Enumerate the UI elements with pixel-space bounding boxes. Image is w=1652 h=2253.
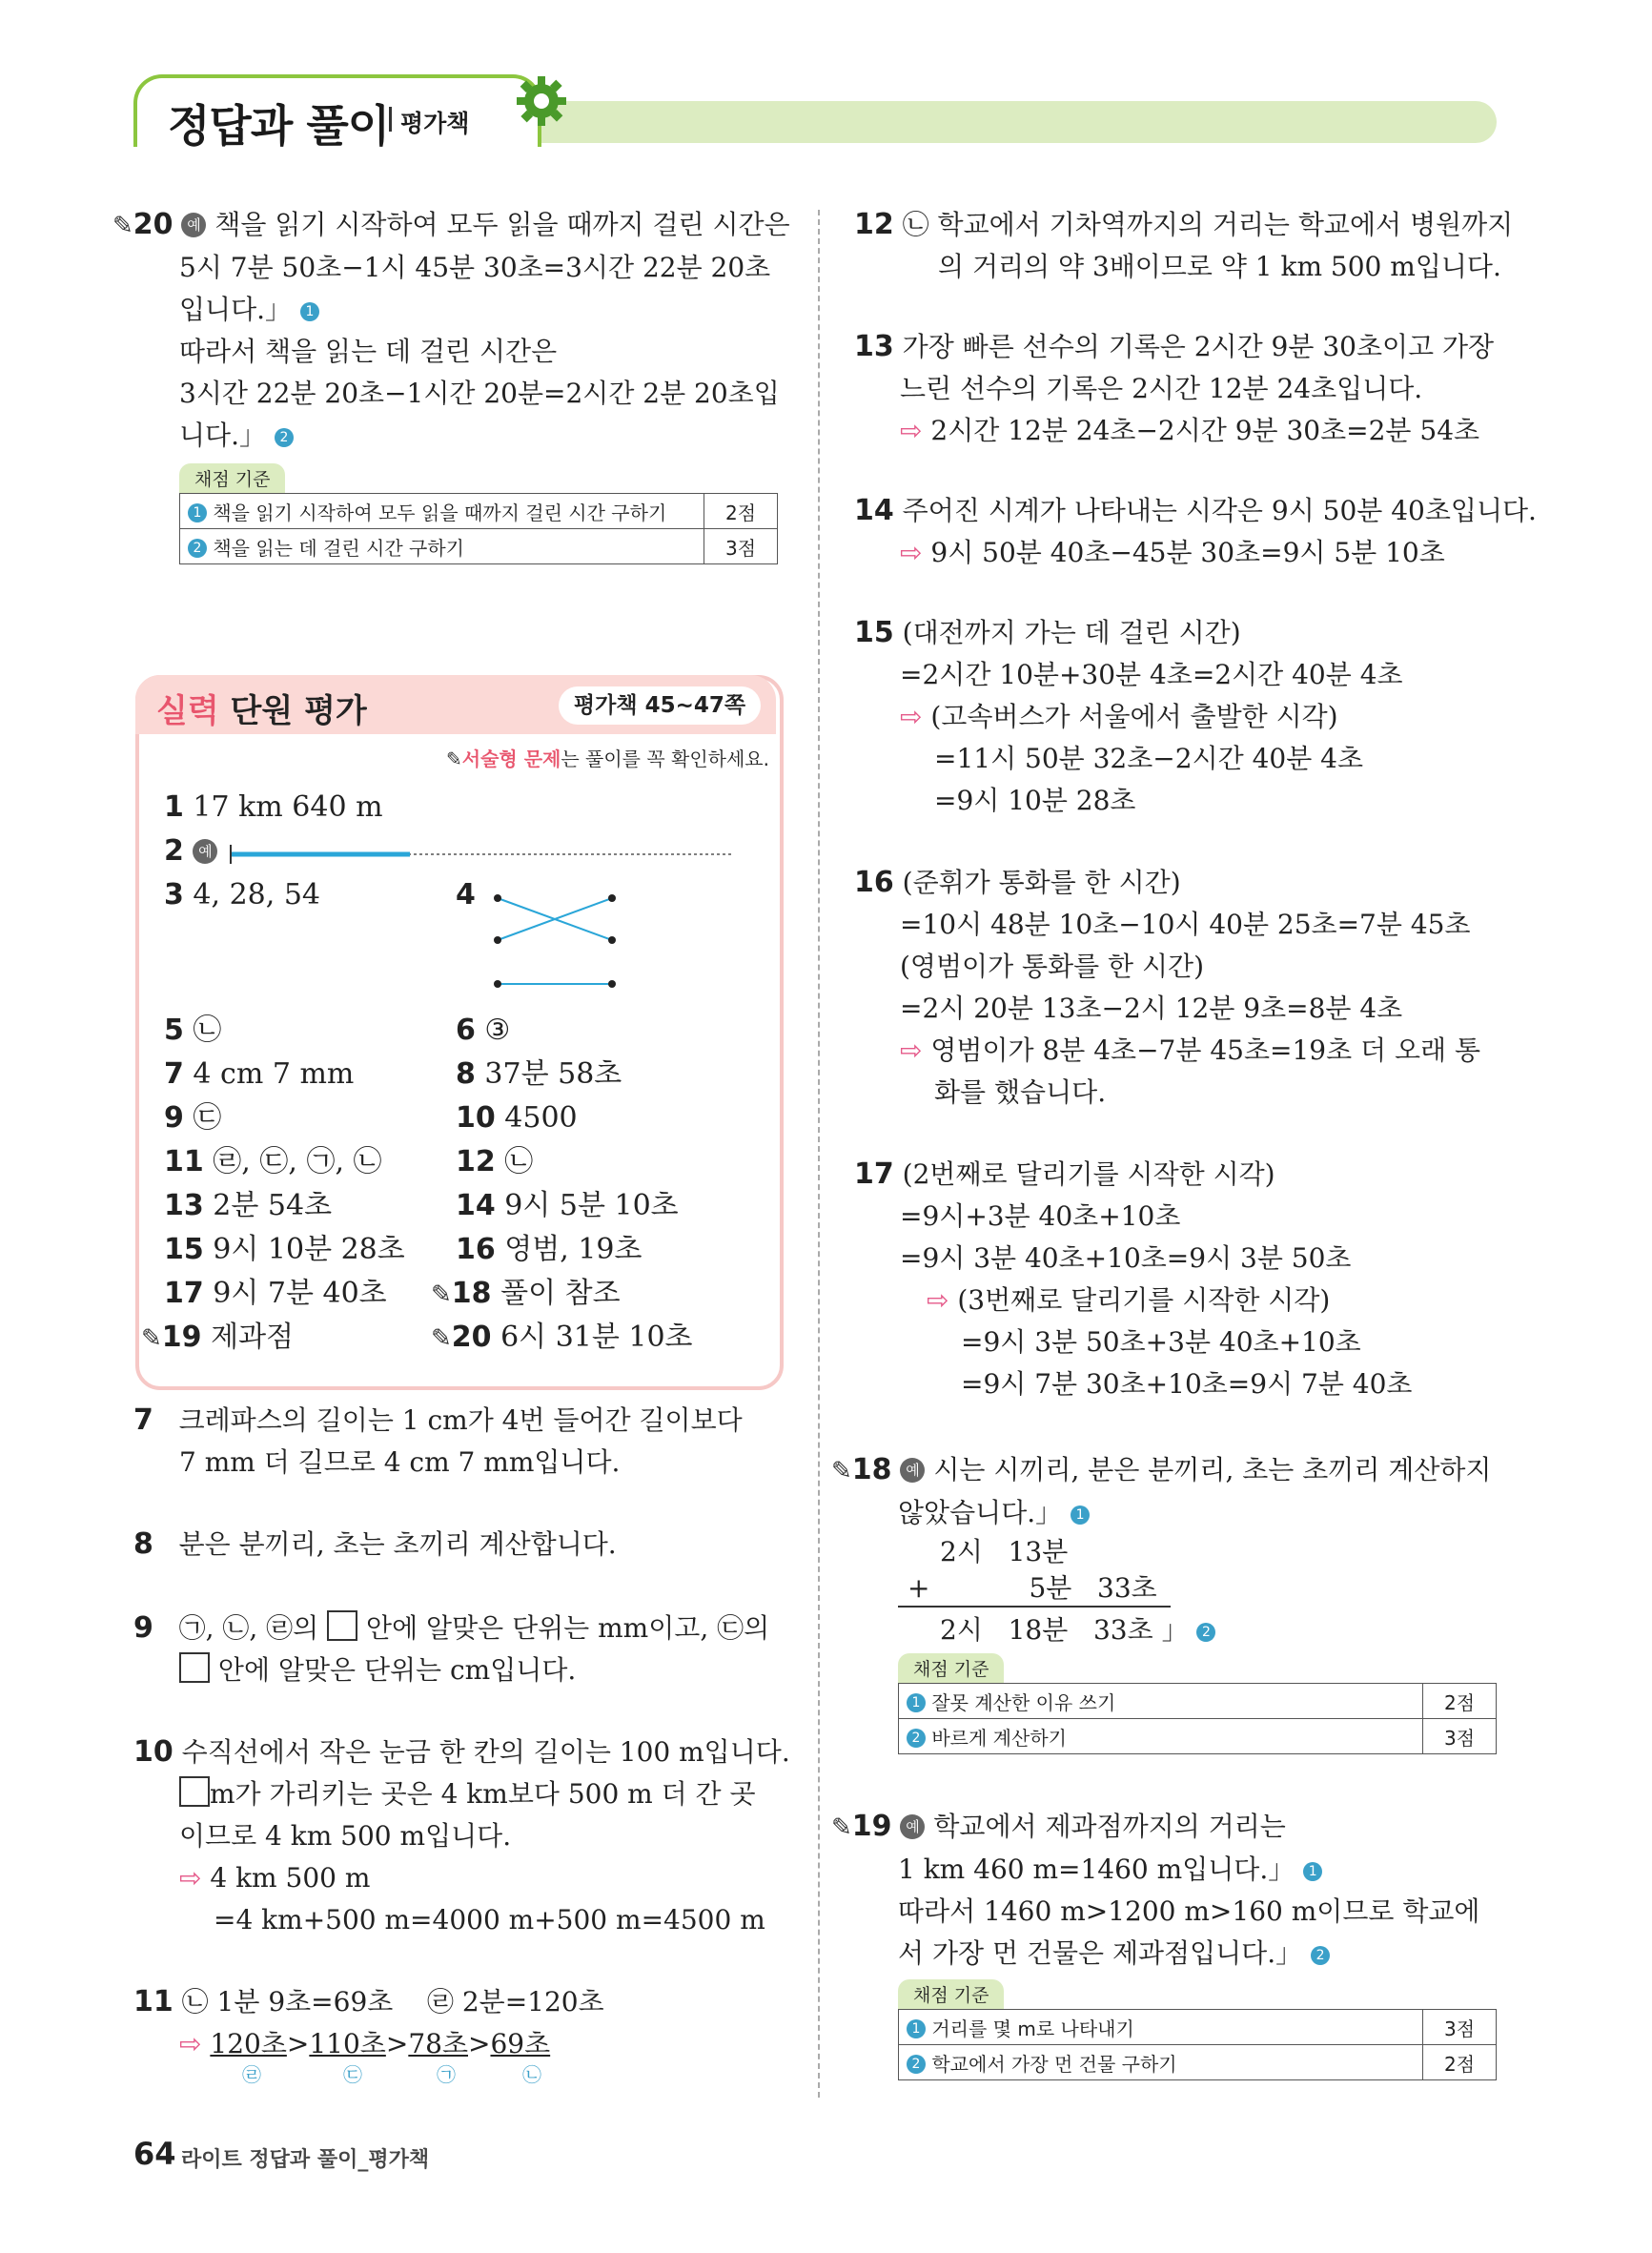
pencil-icon: ✎ — [831, 1813, 852, 1842]
answer-number: 7 — [164, 1057, 184, 1091]
footer-text: 라이트 정답과 풀이_평가책 — [181, 2148, 430, 2172]
arrow-icon: ⇨ — [900, 701, 923, 732]
page-title: 정답과 풀이 — [168, 100, 390, 152]
rubric-row: 1 거리를 몇 m로 나타내기 3점 — [899, 2010, 1497, 2045]
step-badge: 1 — [188, 503, 207, 522]
answer-number: 3 — [164, 878, 184, 911]
q20-line: 따라서 책을 읽는 데 걸린 시간은 — [179, 336, 558, 367]
answer-value: 영범, 19초 — [504, 1233, 642, 1266]
header-separator — [389, 107, 392, 132]
q20-line: 3시간 22분 20초−1시간 20분=2시간 2분 20초입 — [179, 378, 780, 409]
answer-number: 2 — [164, 834, 184, 868]
rubric-tag: 채점 기준 — [179, 463, 285, 493]
unit-pages: 평가책 45~47쪽 — [559, 686, 761, 725]
arrow-icon: ⇨ — [900, 1034, 923, 1066]
rubric-20 — [179, 463, 778, 564]
answer-value: ㉡ — [193, 1014, 222, 1047]
blank-box — [179, 1652, 210, 1683]
arrow-icon: ⇨ — [179, 1862, 202, 1894]
answer-value: 4500 — [504, 1101, 578, 1135]
answer-value: 37분 58초 — [484, 1057, 622, 1091]
answer-value: ㉡ — [504, 1145, 534, 1178]
answer-number: 12 — [456, 1145, 496, 1178]
q15-block: 15 (대전까지 가는 데 걸린 시간) =2시간 10분+30분 4초=2시간 40분 4초 ⇨ (고속버스가 서울에서 출발한 시각) =11시 50분 32초−2시간 40분 4초 =9시 10분 28초 — [854, 616, 1403, 816]
rubric-points: 3점 — [704, 529, 778, 564]
calc-line — [898, 1606, 1171, 1608]
answer-value: 제과점 — [211, 1321, 295, 1354]
rubric-text: 책을 읽기 시작하여 모두 읽을 때까지 걸린 시간 구하기 — [213, 501, 667, 524]
q20-block — [112, 204, 790, 457]
answer-value: ㉢ — [193, 1101, 222, 1135]
answer-value: 9시 5분 10초 — [504, 1189, 679, 1222]
matching-lines-diagram — [488, 885, 622, 999]
unit-title: 실력 단원 평가 — [156, 692, 367, 730]
pencil-icon: ✎ — [141, 1324, 162, 1353]
answer-value: 4 cm 7 mm — [193, 1057, 355, 1091]
answer-number: 9 — [164, 1101, 184, 1135]
q12-block: 12 ㉡ 학교에서 기차역까지의 거리는 학교에서 병원까지 의 거리의 약 3배이므로 약 1 km 500 m입니다. — [854, 208, 1514, 282]
rubric-text: 책을 읽는 데 걸린 시간 구하기 — [213, 536, 464, 560]
answer-value: ③ — [484, 1014, 511, 1047]
answer-number: 16 — [456, 1233, 496, 1266]
q20-line: 입니다.」 — [179, 294, 293, 325]
answer-value: 9시 7분 40초 — [213, 1277, 387, 1310]
step-badge: 2 — [1196, 1623, 1215, 1642]
arrow-icon: ⇨ — [900, 415, 923, 446]
blank-box — [327, 1610, 357, 1641]
rubric-19 — [898, 1979, 1497, 2080]
comparison-mark: ㉠ — [437, 2063, 456, 2086]
answer-number: 19 — [161, 1321, 202, 1354]
q17-block: 17 (2번째로 달리기를 시작한 시각) =9시+3분 40초+10초 =9시 3분 40초+10초=9시 3분 50초 ⇨ (3번째로 달리기를 시작한 시각) =9시 3분 50초+3분 40초+10초 =9시 7분 30초+10초=9시 7분 40초 — [854, 1157, 1413, 1400]
answer-number: 20 — [451, 1321, 492, 1354]
rubric-row: 2 바르게 계산하기 3점 — [899, 1719, 1497, 1754]
answer-number: 8 — [456, 1057, 476, 1091]
example-badge: 예 — [193, 839, 217, 864]
step-badge: 2 — [1311, 1946, 1330, 1965]
step-badge: 1 — [1303, 1862, 1322, 1881]
answer-value: 풀이 참조 — [500, 1277, 621, 1310]
answer-number: 14 — [456, 1189, 496, 1222]
arrow-icon: ⇨ — [900, 537, 923, 568]
comparison-mark: ㉢ — [343, 2063, 362, 2086]
rubric-18 — [898, 1653, 1497, 1754]
rubric-row — [180, 494, 778, 529]
rubric-row: 1 잘못 계산한 이유 쓰기 2점 — [899, 1684, 1497, 1719]
q11-block: 11 ㉡ 1분 9초=69초 ㉣ 2분=120초 ⇨ 120초>110초>78초>69초 — [133, 1985, 604, 2059]
answer-number: 18 — [451, 1277, 492, 1310]
q13-block: 13 가장 빠른 선수의 기록은 2시간 9분 30초이고 가장 느린 선수의 기록은 2시간 12분 24초입니다. ⇨ 2시간 12분 24초−2시간 9분 30초=2분 54초 — [854, 330, 1495, 446]
q14-block: 14 주어진 시계가 나타내는 시각은 9시 50분 40초입니다. ⇨ 9시 50분 40초−45분 30초=9시 5분 10초 — [854, 494, 1537, 568]
answer-number: 13 — [164, 1189, 204, 1222]
pencil-icon: ✎ — [112, 212, 133, 240]
answer-number: 4 — [456, 878, 476, 911]
pencil-icon: ✎ — [831, 1457, 852, 1485]
rubric-row: 2 학교에서 가장 먼 건물 구하기 2점 — [899, 2045, 1497, 2080]
q9-block: 9 ㉠, ㉡, ㉣의 안에 알맞은 단위는 mm이고, ㉢의 안에 알맞은 단위는 cm입니다. — [133, 1611, 770, 1686]
answer-value: ㉣, ㉢, ㉠, ㉡ — [213, 1145, 382, 1178]
answer-number: 17 — [164, 1277, 204, 1310]
answer-value: 17 km 640 m — [193, 790, 383, 824]
comparison-mark: ㉡ — [522, 2063, 541, 2086]
answer-number: 1 — [164, 790, 184, 824]
q7-block: 7 크레파스의 길이는 1 cm가 4번 들어간 길이보다 7 mm 더 길므로 4 cm 7 mm입니다. — [133, 1403, 743, 1478]
arrow-icon: ⇨ — [927, 1284, 949, 1316]
step-badge: 2 — [275, 428, 294, 447]
answer-value: 2분 54초 — [213, 1189, 333, 1222]
q19-block: ✎19 예 학교에서 제과점까지의 거리는 1 km 460 m=1460 m입니다.」 1 따라서 1460 m>1200 m>160 m이므로 학교에 서 가장 먼 건물은 제과점입니다.」 2 — [831, 1810, 1480, 1969]
answer-number: 11 — [164, 1145, 204, 1178]
unit-note: ✎서술형 문제는 풀이를 꼭 확인하세요. — [446, 748, 769, 770]
example-badge: 예 — [900, 1458, 925, 1483]
q20-line: 니다.」 — [179, 420, 266, 451]
page-number: 64 — [133, 2136, 176, 2172]
column-divider — [818, 210, 820, 2098]
step-badge: 1 — [1071, 1505, 1090, 1525]
q20-line: 5시 7분 50초−1시 45분 30초=3시간 22분 20초 — [179, 252, 771, 283]
example-badge: 예 — [900, 1814, 925, 1839]
q18-block: ✎18 예 시는 시끼리, 분은 분끼리, 초는 초끼리 계산하지 않았습니다.」 1 — [831, 1453, 1492, 1528]
number-line-diagram — [229, 839, 734, 868]
answer-number: 5 — [164, 1014, 184, 1047]
answer-number: 15 — [164, 1233, 204, 1266]
pencil-icon: ✎ — [431, 1324, 452, 1353]
blank-box — [179, 1776, 210, 1807]
rubric-points: 2점 — [704, 494, 778, 529]
answer-number: 6 — [456, 1014, 476, 1047]
answer-value: 9시 10분 28초 — [213, 1233, 405, 1266]
step-badge: 2 — [188, 539, 207, 558]
comparison-mark: ㉣ — [242, 2063, 261, 2086]
rubric-row — [180, 529, 778, 564]
q16-block: 16 (준휘가 통화를 한 시간) =10시 48분 10초−10시 40분 25초=7분 45초 (영범이가 통화를 한 시간) =2시 20분 13초−2시 12분 9초=8분 4초 ⇨ 영범이가 8분 4초−7분 45초=19초 더 오래 통 화를 했습니다. — [854, 866, 1481, 1108]
step-badge: 1 — [300, 302, 319, 321]
rubric-tag: 채점 기준 — [898, 1979, 1004, 2009]
q20-line: 책을 읽기 시작하여 모두 읽을 때까지 걸린 시간은 — [214, 209, 790, 240]
question-number: 20 — [133, 208, 173, 241]
rubric-tag: 채점 기준 — [898, 1653, 1004, 1683]
gear-icon — [515, 74, 568, 128]
arrow-icon: ⇨ — [179, 2028, 202, 2059]
answer-number: 10 — [456, 1101, 496, 1135]
q8-block: 8 분은 분끼리, 초는 초끼리 계산합니다. — [133, 1527, 617, 1561]
q10-block: 10 수직선에서 작은 눈금 한 칸의 길이는 100 m입니다. m가 가리키는 곳은 4 km보다 500 m 더 간 곳 이므로 4 km 500 m입니다. ⇨ 4 km 500 m =4 km+500 m=4000 m+500 m=4500 m — [133, 1735, 790, 1936]
answer-value: 6시 31분 10초 — [500, 1321, 693, 1354]
example-badge: 예 — [181, 213, 206, 237]
page-subtitle: 평가책 — [400, 110, 470, 137]
pencil-icon: ✎ — [431, 1280, 452, 1309]
answer-value: 4, 28, 54 — [193, 878, 321, 911]
